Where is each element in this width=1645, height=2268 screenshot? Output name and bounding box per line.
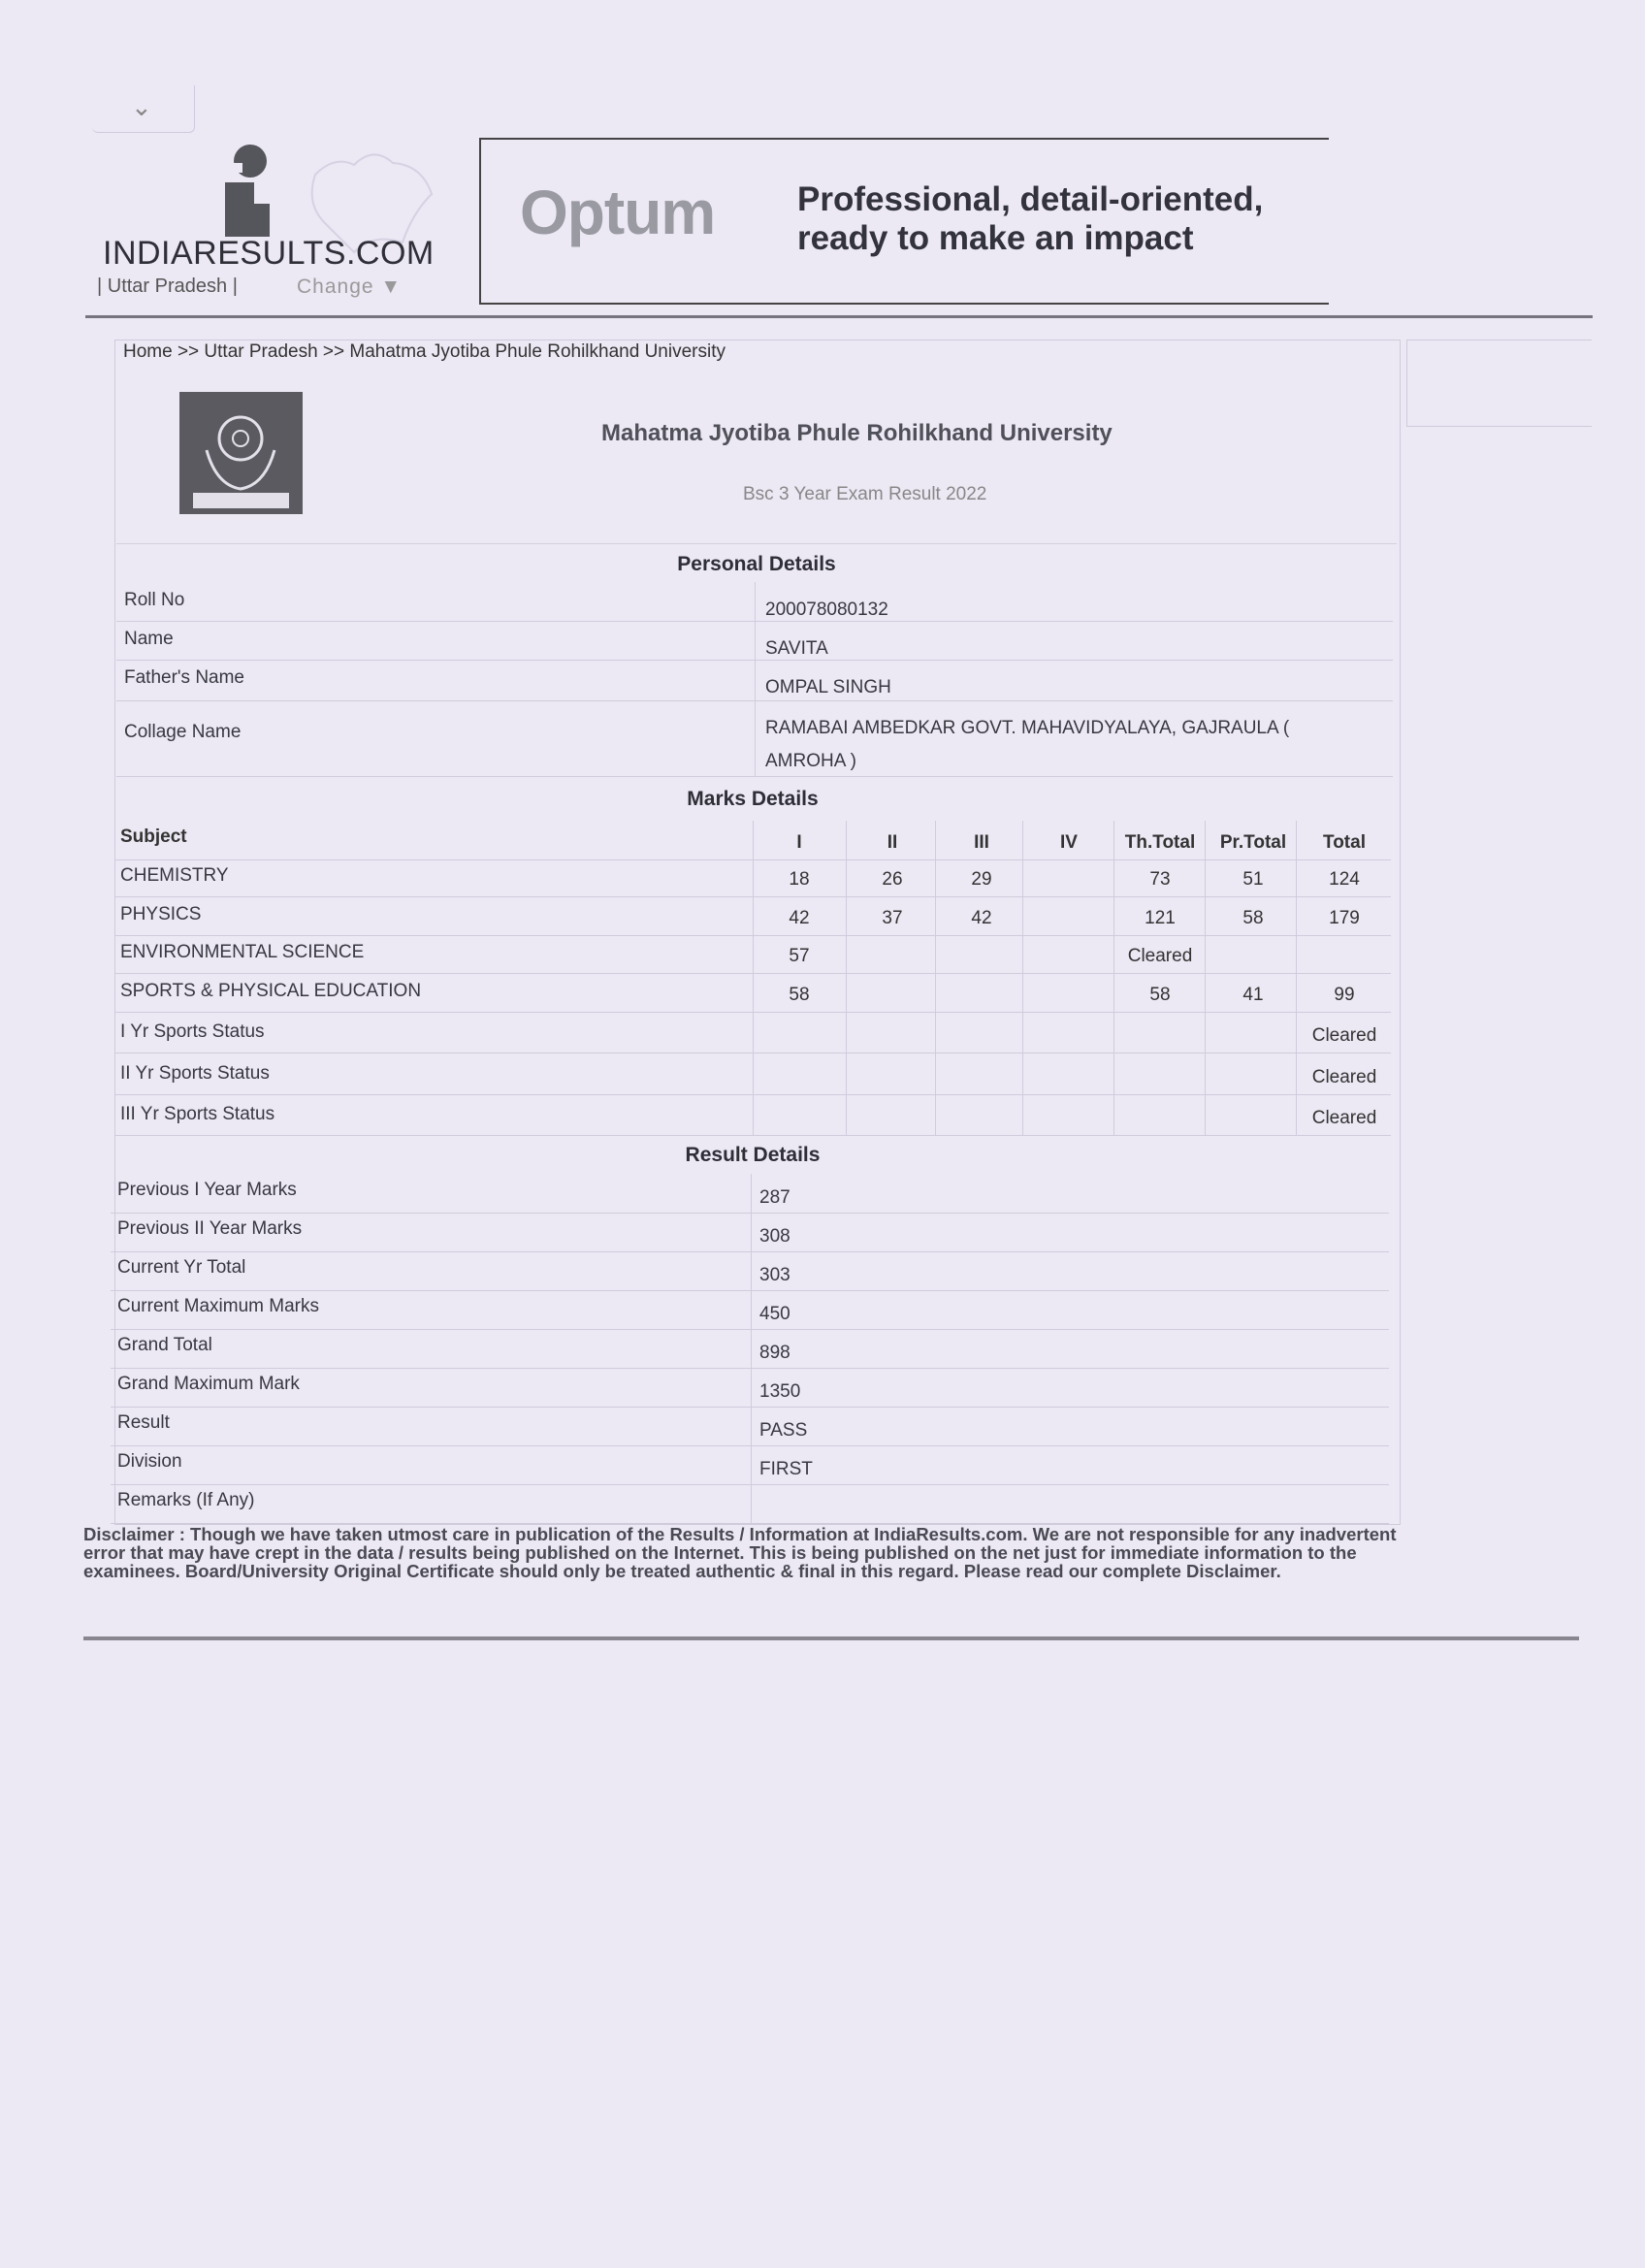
result-row [111,1368,1389,1408]
marks-col-divider [753,821,754,1135]
marks-value: 37 [882,908,903,928]
ad-brand[interactable]: Optum [520,178,716,247]
result-value: FIRST [759,1459,813,1479]
result-label: Result [117,1412,170,1433]
result-divider [751,1174,752,1523]
university-name: Mahatma Jyotiba Phule Rohilkhand University [601,420,1113,446]
footer-divider [83,1636,1579,1640]
ad-tagline-line-2: ready to make an impact [797,219,1194,257]
marks-col-divider [935,821,936,1135]
marks-col-header: Subject [120,826,187,847]
marks-value: 51 [1242,869,1264,890]
result-value: 1350 [759,1381,801,1402]
marks-value: 42 [789,908,810,928]
personal-details-heading: Personal Details [677,553,836,575]
marks-value: 26 [882,869,903,890]
result-value: 308 [759,1226,790,1247]
site-logo-text[interactable]: INDIARESULTS.COM [103,235,435,272]
marks-value: 58 [1242,908,1264,928]
marks-subject: CHEMISTRY [120,865,229,886]
result-details-heading: Result Details [685,1144,821,1166]
marks-subject: SPORTS & PHYSICAL EDUCATION [120,981,422,1001]
result-row [111,1329,1389,1369]
personal-value: 200078080132 [765,599,888,620]
header-divider [85,315,1593,318]
result-value: 450 [759,1304,790,1324]
result-row [111,1445,1389,1485]
result-label: Previous I Year Marks [117,1180,297,1200]
result-label: Grand Total [117,1335,212,1355]
result-label: Current Maximum Marks [117,1296,319,1316]
result-label: Current Yr Total [117,1257,246,1278]
marks-subject: III Yr Sports Status [120,1104,275,1124]
marks-value: 58 [789,985,810,1005]
marks-details-heading: Marks Details [687,788,819,810]
marks-value: 29 [971,869,992,890]
marks-col-divider [1113,821,1114,1135]
personal-label: Name [124,629,174,649]
marks-col-header: III [974,832,989,853]
marks-col-header: IV [1060,832,1078,853]
result-row [111,1251,1389,1291]
marks-col-header: II [887,832,898,853]
personal-label: Collage Name [124,722,242,742]
marks-value: 58 [1149,985,1171,1005]
marks-value: 124 [1329,869,1360,890]
breadcrumb[interactable]: Home >> Uttar Pradesh >> Mahatma Jyotiba Phule Rohilkhand University [123,341,726,362]
marks-value: 179 [1329,908,1360,928]
personal-divider [755,582,756,776]
marks-value: Cleared [1311,1108,1377,1128]
marks-col-divider [1205,821,1206,1135]
chevron-down-icon[interactable]: ⌄ [131,92,152,121]
indiaresults-logo-icon [221,144,275,239]
marks-value: 99 [1334,985,1355,1005]
change-state-link[interactable]: Change ▼ [297,275,403,298]
marks-value: 41 [1242,985,1264,1005]
disclaimer: Disclaimer : Though we have taken utmost care in publication of the Results / Information at IndiaResults.com. We are not responsible for any inadvertent error that may have crept in the data / results being published on the Internet. This is being published on the net just for immediate information to the examinees. Board/University Original Certificate should only be treated authentic & final in this regard. Please read our complete Disclaimer. [83,1524,1397,1581]
personal-label: Roll No [124,590,185,610]
marks-col-header: Pr.Total [1219,832,1287,853]
exam-title: Bsc 3 Year Exam Result 2022 [743,484,987,504]
personal-label: Father's Name [124,667,245,688]
marks-col-divider [1296,821,1297,1135]
marks-value: 57 [789,946,810,966]
marks-value: 42 [971,908,992,928]
personal-value: RAMABAI AMBEDKAR GOVT. MAHAVIDYALAYA, GAJRAULA ( AMROHA ) [765,718,1290,771]
result-value: PASS [759,1420,808,1441]
marks-col-header: Th.Total [1124,832,1196,853]
result-label: Division [117,1451,182,1472]
side-panel [1406,340,1592,427]
university-header [116,388,1397,544]
university-crest-icon [179,392,303,514]
marks-subject: I Yr Sports Status [120,1021,265,1042]
marks-value: 18 [789,869,810,890]
ad-tagline-line-1: Professional, detail-oriented, [797,180,1264,218]
marks-subject: ENVIRONMENTAL SCIENCE [120,942,365,962]
marks-col-divider [846,821,847,1135]
marks-subject: II Yr Sports Status [120,1063,270,1084]
result-value: 898 [759,1343,790,1363]
result-label: Remarks (If Any) [117,1490,255,1510]
ad-tagline[interactable] [797,180,1263,258]
marks-subject: PHYSICS [120,904,202,924]
marks-col-header: Total [1323,832,1366,853]
marks-value: 121 [1145,908,1176,928]
marks-value: 73 [1149,869,1171,890]
marks-value: Cleared [1311,1025,1377,1046]
marks-col-divider [1022,821,1023,1135]
result-label: Previous II Year Marks [117,1218,303,1239]
personal-value: OMPAL SINGH [765,677,891,697]
marks-value: Cleared [1311,1067,1377,1087]
result-row [111,1407,1389,1446]
result-value: 303 [759,1265,790,1285]
personal-value: SAVITA [765,638,828,659]
result-label: Grand Maximum Mark [117,1374,300,1394]
marks-value: Cleared [1127,946,1193,966]
marks-col-header: I [796,832,802,853]
result-row [111,1484,1389,1524]
result-row [111,1213,1389,1252]
result-row [111,1174,1389,1214]
state-label: | Uttar Pradesh | [97,275,238,297]
result-value: 287 [759,1187,790,1208]
